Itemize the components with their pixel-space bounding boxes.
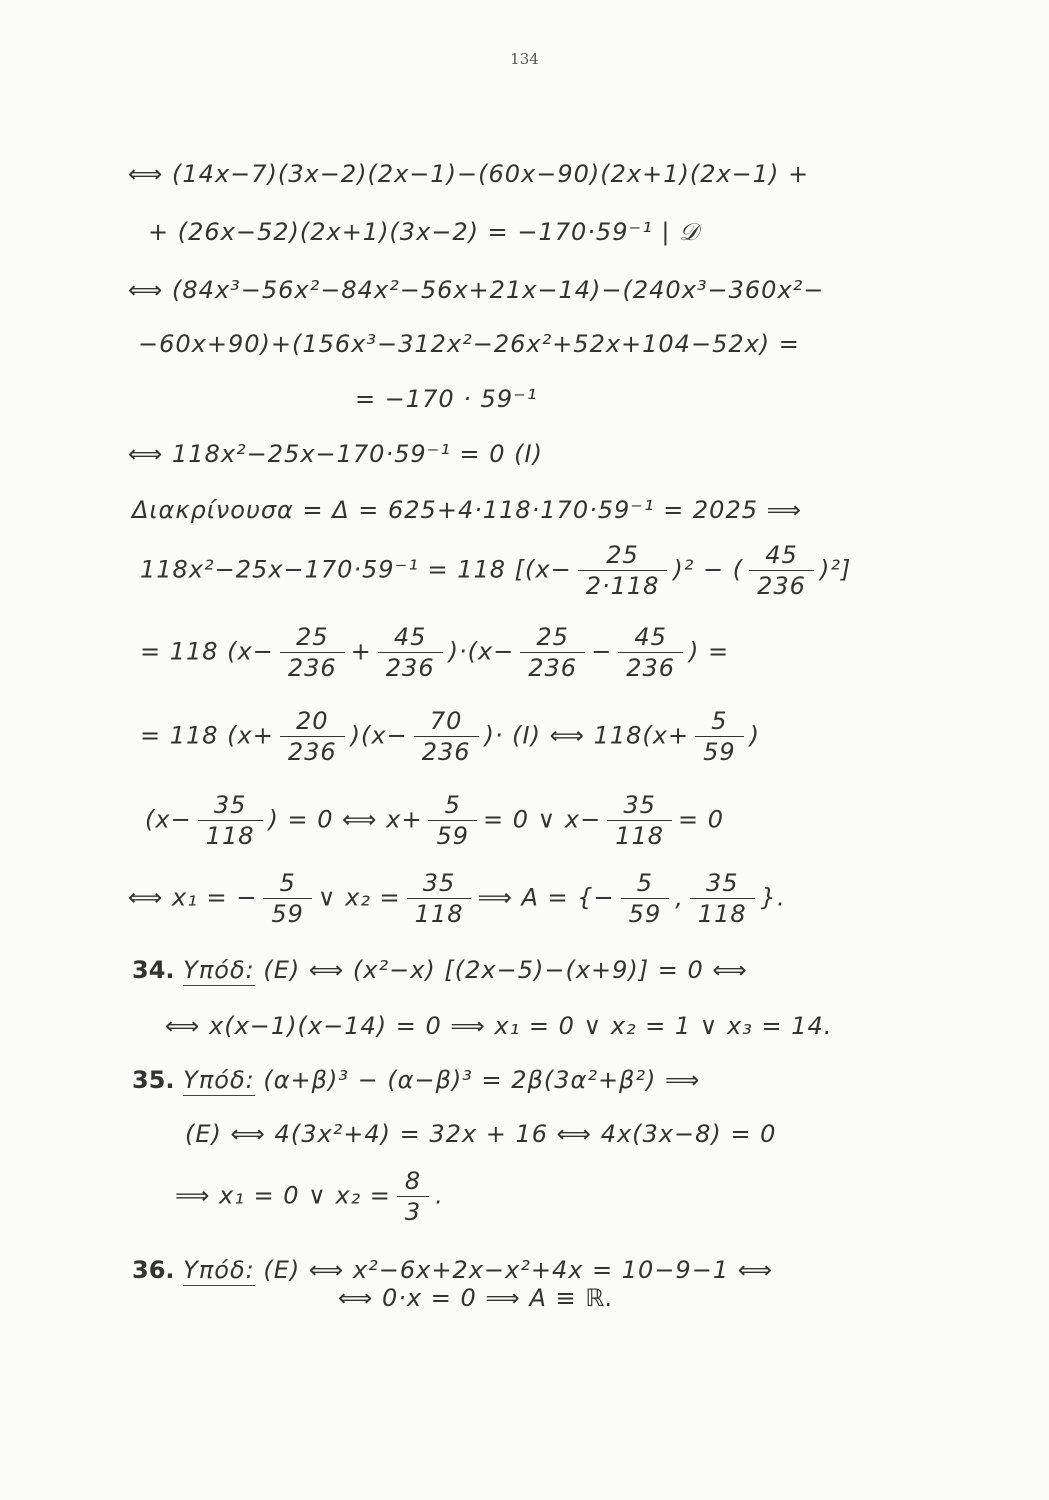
equation-line [140, 706, 760, 767]
fraction [607, 790, 672, 851]
fraction [690, 868, 755, 929]
numerator: 5 [428, 790, 477, 821]
problem-35-line-3 [175, 1166, 444, 1227]
problem-36-line-2: ⟺ 0·x = 0 ⟹ A ≡ ℝ. [338, 1284, 614, 1312]
denominator: 59 [436, 822, 470, 850]
problem-number: 34. [132, 956, 175, 984]
numerator: 45 [749, 540, 814, 571]
problem-35-line-2: (E) ⟺ 4(3x²+4) = 32x + 16 ⟺ 4x(3x−8) = 0 [185, 1120, 777, 1148]
denominator: 59 [628, 900, 662, 928]
fraction [280, 622, 345, 683]
equation-line [140, 540, 851, 601]
text-segment: ⟺ x₁ = − [128, 883, 258, 912]
text-segment: )² − ( [673, 555, 744, 584]
denominator: 236 [385, 654, 435, 682]
fraction [414, 706, 479, 767]
fraction [397, 1166, 429, 1227]
numerator: 5 [695, 706, 744, 737]
hint-label: Υπόδ: [183, 1066, 255, 1094]
problem-number: 36. [132, 1256, 175, 1284]
text-segment: = 118 (x+ [140, 721, 274, 750]
numerator: 25 [578, 540, 668, 571]
fraction [198, 790, 263, 851]
equation-line [128, 868, 786, 929]
text-segment: ) = [689, 637, 730, 666]
fraction [578, 540, 668, 601]
problem-34-line-2: ⟺ x(x−1)(x−14) = 0 ⟹ x₁ = 0 ∨ x₂ = 1 ∨ x₃ = 14. [165, 1012, 833, 1040]
fraction [749, 540, 814, 601]
text-segment: )·(x− [448, 637, 515, 666]
text-segment: (α+β)³ − (α−β)³ = 2β(3α²+β²) ⟹ [263, 1066, 701, 1094]
text-segment: ⟹ x₁ = 0 ∨ x₂ = [175, 1181, 391, 1210]
numerator: 35 [607, 790, 672, 821]
numerator: 35 [407, 868, 472, 899]
text-segment: 118x²−25x−170·59⁻¹ = 118 [(x− [140, 555, 572, 584]
fraction [520, 622, 585, 683]
denominator: 236 [287, 738, 337, 766]
text-segment: }. [760, 883, 786, 912]
text-segment: ) = 0 ⟺ x+ [268, 805, 423, 834]
numerator: 25 [520, 622, 585, 653]
fraction [407, 868, 472, 929]
numerator: 45 [378, 622, 443, 653]
text-segment: = 0 ∨ x− [483, 805, 602, 834]
hint-label: Υπόδ: [183, 1256, 255, 1284]
text-segment: ) [749, 721, 761, 750]
denominator: 3 [404, 1198, 422, 1226]
problem-34-line-1 [132, 956, 748, 984]
numerator: 5 [263, 868, 312, 899]
text-segment: (E) ⟺ x²−6x+2x−x²+4x = 10−9−1 ⟺ [263, 1256, 774, 1284]
numerator: 8 [397, 1166, 429, 1197]
fraction [378, 622, 443, 683]
denominator: 236 [287, 654, 337, 682]
numerator: 20 [280, 706, 345, 737]
numerator: 45 [618, 622, 683, 653]
denominator: 118 [615, 822, 664, 850]
fraction [695, 706, 744, 767]
denominator: 236 [528, 654, 578, 682]
text-segment: + [350, 637, 372, 666]
fraction [428, 790, 477, 851]
fraction [621, 868, 670, 929]
text-segment: )· (I) ⟺ 118(x+ [484, 721, 690, 750]
equation-line [145, 790, 724, 851]
text-segment: . [435, 1181, 444, 1210]
problem-36-line-1 [132, 1256, 773, 1284]
equation-line: ⟺ (84x³−56x²−84x²−56x+21x−14)−(240x³−360x²− [128, 276, 825, 304]
problem-35-line-1 [132, 1066, 700, 1094]
numerator: 5 [621, 868, 670, 899]
text-segment: (x− [145, 805, 192, 834]
equation-line: = −170 · 59⁻¹ [355, 385, 538, 413]
denominator: 118 [205, 822, 255, 850]
numerator: 35 [690, 868, 755, 899]
denominator: 236 [421, 738, 471, 766]
equation-line [140, 622, 729, 683]
denominator: 59 [271, 900, 304, 928]
denominator: 2·118 [585, 572, 660, 600]
text-segment: ⟹ A = {− [477, 883, 615, 912]
denominator: 236 [757, 572, 806, 600]
equation-line: Διακρίνουσα = Δ = 625+4·118·170·59⁻¹ = 2025 ⟹ [132, 496, 803, 524]
text-segment: (E) ⟺ (x²−x) [(2x−5)−(x+9)] = 0 ⟺ [263, 956, 748, 984]
denominator: 118 [697, 900, 747, 928]
equation-line: + (26x−52)(2x+1)(3x−2) = −170·59⁻¹ | 𝒟 [148, 218, 700, 246]
numerator: 35 [198, 790, 263, 821]
fraction [618, 622, 683, 683]
denominator: 118 [414, 900, 464, 928]
text-segment: , [675, 883, 684, 912]
equation-line: ⟺ 118x²−25x−170·59⁻¹ = 0 (I) [128, 440, 543, 468]
equation-line: −60x+90)+(156x³−312x²−26x²+52x+104−52x) = [138, 330, 800, 358]
page-number: 134 [510, 50, 539, 68]
text-segment: = 0 [678, 805, 725, 834]
numerator: 70 [414, 706, 479, 737]
fraction [280, 706, 345, 767]
denominator: 236 [626, 654, 675, 682]
equation-line: ⟺ (14x−7)(3x−2)(2x−1)−(60x−90)(2x+1)(2x−1) + [128, 160, 810, 188]
denominator: 59 [703, 738, 736, 766]
text-segment: − [591, 637, 613, 666]
text-segment: ∨ x₂ = [317, 883, 401, 912]
hint-label: Υπόδ: [183, 956, 255, 984]
numerator: 25 [280, 622, 345, 653]
fraction [263, 868, 312, 929]
text-segment: )²] [819, 555, 852, 584]
text-segment: )(x− [350, 721, 408, 750]
problem-number: 35. [132, 1066, 175, 1094]
text-segment: = 118 (x− [140, 637, 274, 666]
